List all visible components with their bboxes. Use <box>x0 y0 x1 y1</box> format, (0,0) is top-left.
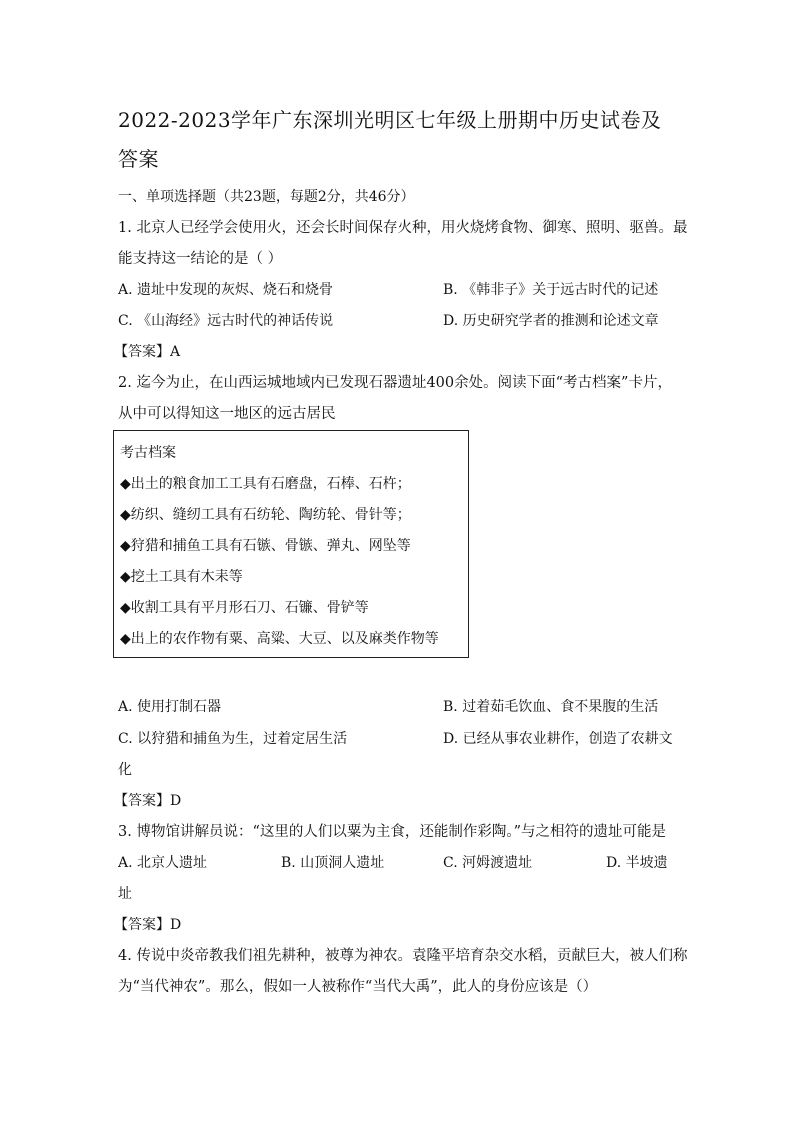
q4-stem-line-1: 4. 传说中炎帝教我们祖先耕种，被尊为神农。袁隆平培育杂交水稻，贡献巨大，被人们称 <box>118 948 688 964</box>
q3-stem: 3. 博物馆讲解员说：“这里的人们以粟为主食，还能制作彩陶。”与之相符的遗址可能是 <box>118 824 667 840</box>
q1-stem-line-2: 能支持这一结论的是（ ） <box>118 251 283 267</box>
q3-option-d-line-2: 址 <box>118 886 132 902</box>
q2-stem-line-2: 从中可以得知这一地区的远古居民 <box>118 406 336 422</box>
section-heading: 一、单项选择题（共23题，每题2分，共46分） <box>118 189 415 205</box>
q1-answer: 【答案】A <box>114 344 181 360</box>
document-title-line-1: 2022-2023学年广东深圳光明区七年级上册期中历史试卷及 <box>118 108 662 132</box>
q3-option-d-line-1: D. 半坡遗 <box>606 855 668 871</box>
document-title-line-2: 答案 <box>118 147 159 171</box>
q1-option-b: B. 《韩非子》关于远古时代的记述 <box>443 282 659 298</box>
archaeology-card-item: ◆挖土工具有木耒等 <box>120 569 243 585</box>
archaeology-card-title: 考古档案 <box>120 445 176 461</box>
q1-stem-line-1: 1. 北京人已经学会使用火，还会长时间保存火种，用火烧烤食物、御寒、照明、驱兽。最 <box>118 220 688 236</box>
q1-option-d: D. 历史研究学者的推测和论述文章 <box>443 313 659 329</box>
q3-answer: 【答案】D <box>114 917 182 933</box>
archaeology-card-item: ◆纺织、缝纫工具有石纺轮、陶纺轮、骨针等； <box>120 507 411 523</box>
archaeology-card-item: ◆出上的农作物有粟、高粱、大豆、以及麻类作物等 <box>120 631 439 647</box>
q2-option-d-line-2: 化 <box>118 762 132 778</box>
q1-option-c: C. 《山海经》远古时代的神话传说 <box>118 313 334 329</box>
q2-option-d-line-1: D. 已经从事农业耕作，创造了农耕文 <box>443 731 673 747</box>
archaeology-card-item: ◆出土的粮食加工工具有石磨盘，石棒、石杵； <box>120 476 411 492</box>
q4-stem-line-2: 为“当代神农”。那么，假如一人被称作“当代大禹”，此人的身份应该是（） <box>118 979 598 995</box>
q2-stem-line-1: 2. 迄今为止，在山西运城地域内已发现石器遗址400余处。阅读下面“考古档案”卡片， <box>118 375 672 391</box>
archaeology-card-item: ◆狩猎和捕鱼工具有石镞、骨镞、弹丸、网坠等 <box>120 538 411 554</box>
archaeology-card-item: ◆收割工具有平月形石刀、石镰、骨铲等 <box>120 600 369 616</box>
q2-answer: 【答案】D <box>114 793 182 809</box>
q1-option-a: A. 遗址中发现的灰烬、烧石和烧骨 <box>118 282 334 298</box>
q2-option-c: C. 以狩猎和捕鱼为生，过着定居生活 <box>118 731 348 747</box>
q3-option-a: A. 北京人遗址 <box>118 855 208 871</box>
q3-option-b: B. 山顶洞人遗址 <box>281 855 385 871</box>
archaeology-card <box>113 430 469 658</box>
q2-option-a: A. 使用打制石器 <box>118 699 222 715</box>
q3-option-c: C. 河姆渡遗址 <box>443 855 533 871</box>
q2-option-b: B. 过着茹毛饮血、食不果腹的生活 <box>443 699 659 715</box>
